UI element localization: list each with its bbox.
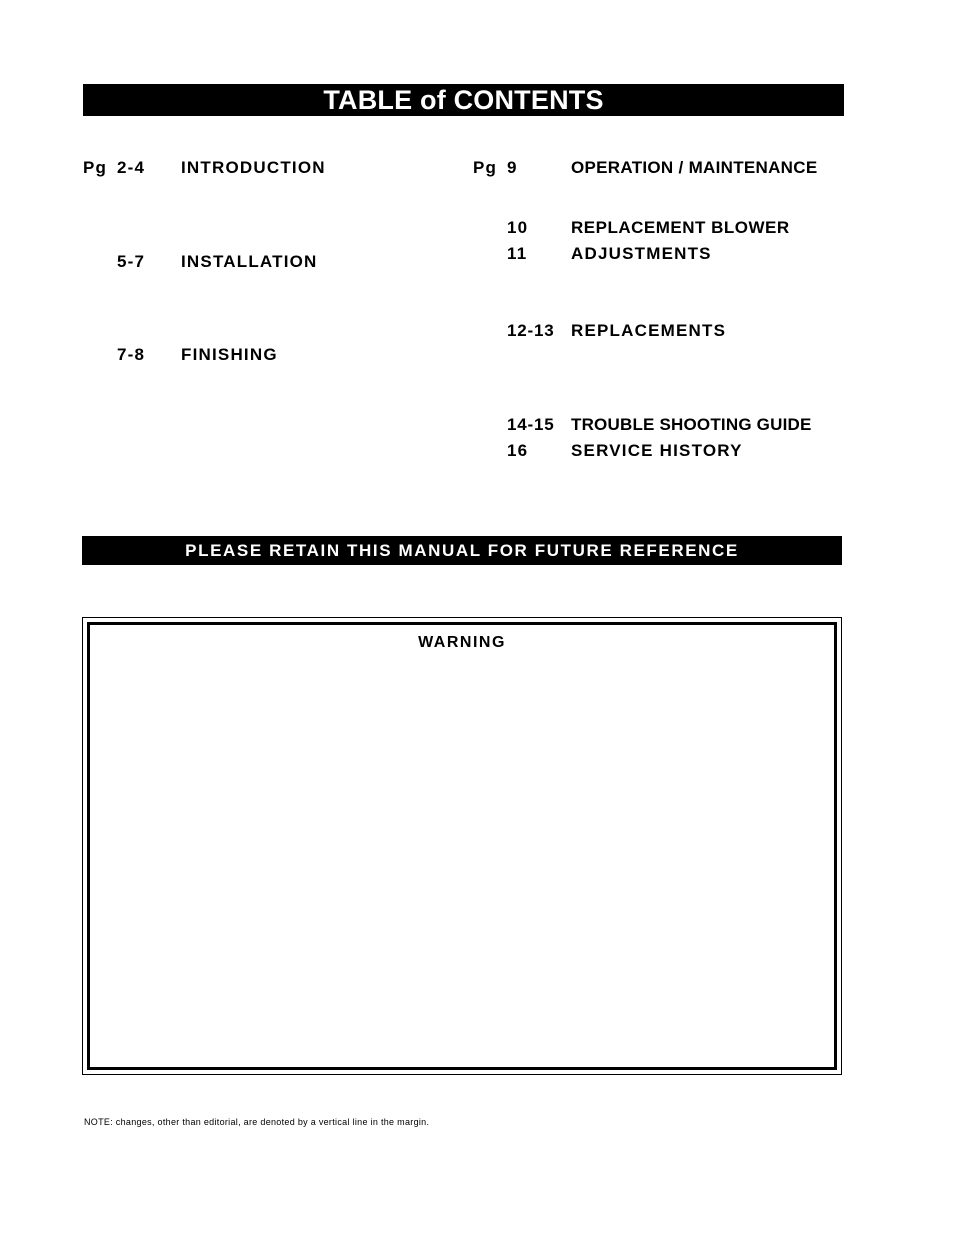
warning-box-inner-border xyxy=(87,622,837,1070)
toc-page-number: 11 xyxy=(507,244,528,263)
toc-entry-trouble-shooting-guide[interactable]: TROUBLE SHOOTING GUIDE xyxy=(571,415,812,434)
toc-page-number: 9 xyxy=(507,158,518,177)
toc-entry-introduction[interactable]: INTRODUCTION xyxy=(181,158,326,177)
retain-banner xyxy=(82,536,842,565)
toc-entry-finishing[interactable]: FINISHING xyxy=(181,345,278,364)
title-banner xyxy=(83,84,844,116)
toc-entry-operation-maintenance[interactable]: OPERATION / MAINTENANCE xyxy=(571,158,818,177)
page-title: TABLE of CONTENTS xyxy=(323,84,604,115)
toc-entry-adjustments[interactable]: ADJUSTMENTS xyxy=(571,244,712,263)
toc-page-number: 10 xyxy=(507,218,529,237)
toc-page-number: 16 xyxy=(507,441,529,460)
toc-pg-label-left: Pg xyxy=(83,158,108,177)
toc-page-number: 14-15 xyxy=(507,415,555,434)
toc-page-number: 12-13 xyxy=(507,321,555,340)
toc-pg-label-right: Pg xyxy=(473,158,498,177)
toc-page-number: 5-7 xyxy=(117,252,146,271)
toc-entry-installation[interactable]: INSTALLATION xyxy=(181,252,318,271)
toc-page-number: 2-4 xyxy=(117,158,146,177)
warning-title: WARNING xyxy=(418,634,506,651)
warning-box xyxy=(82,617,842,1075)
toc-entry-replacements[interactable]: REPLACEMENTS xyxy=(571,321,727,340)
toc-page-number: 7-8 xyxy=(117,345,146,364)
retain-notice: PLEASE RETAIN THIS MANUAL FOR FUTURE REFERENCE xyxy=(185,540,739,560)
footnote: NOTE: changes, other than editorial, are denoted by a vertical line in the margin. xyxy=(84,1117,430,1127)
toc-entry-replacement-blower[interactable]: REPLACEMENT BLOWER xyxy=(571,218,790,237)
toc-entry-service-history[interactable]: SERVICE HISTORY xyxy=(571,441,743,460)
